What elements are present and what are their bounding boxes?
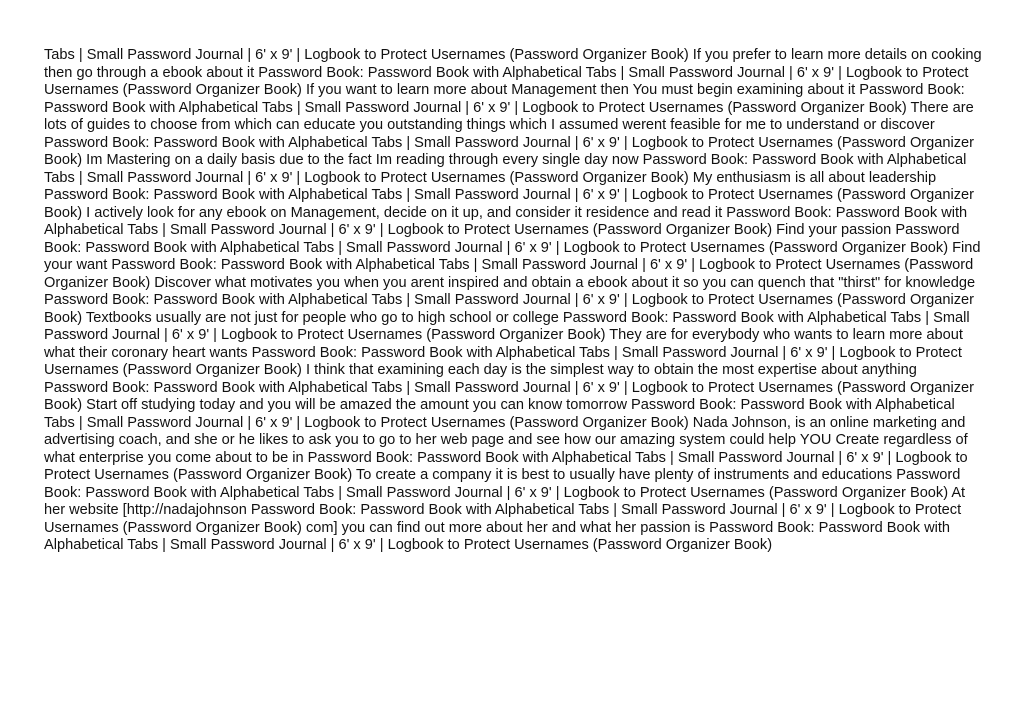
body-paragraph: Tabs | Small Password Journal | 6' x 9' | Logbook to Protect Usernames (Password Organizer Book) If you prefer to learn more details on cooking then go through a ebook about it Password Book: Password Book with Alphabetical Tabs | Small Password Journal | 6' x 9' | Logbook to Protect Usernames (Password Organizer Book) If you want to learn more about Management then You must begin examining about it Password Book: Password Book with Alphabetical Tabs | Small Password Journal | 6' x 9' | Logbook to Protect Usernames (Password Organizer Book) There are lots of guides to choose from which can educate you outstanding things which I assumed werent feasible for me to understand or discover Password Book: Password Book with Alphabetical Tabs | Small Password Journal | 6' x 9' | Logbook to Protect Usernames (Password Organizer Book) Im Mastering on a daily basis due to the fact Im reading through every single day now Password Book: Password Book with Alphabetical Tabs | Small Password Journal | 6' x 9' | Logbook to Protect Usernames (Password Organizer Book) My enthusiasm is all about leadership Password Book: Password Book with Alphabetical Tabs | Small Password Journal | 6' x 9' | Logbook to Protect Usernames (Password Organizer Book) I actively look for any ebook on Management, decide on it up, and consider it residence and read it Password Book: Password Book with Alphabetical Tabs | Small Password Journal | 6' x 9' | Logbook to Protect Usernames (Password Organizer Book) Find your passion Password Book: Password Book with Alphabetical Tabs | Small Password Journal | 6' x 9' | Logbook to Protect Usernames (Password Organizer Book) Find your want Password Book: Password Book with Alphabetical Tabs | Small Password Journal | 6' x 9' | Logbook to Protect Usernames (Password Organizer Book) Discover what motivates you when you arent inspired and obtain a ebook about it so you can quench that "thirst" for knowledge Password Book: Password Book with Alphabetical Tabs | Small Password Journal | 6' x 9' | Logbook to Protect Usernames (Password Organizer Book) Textbooks usually are not just for people who go to high school or college Password Book: Password Book with Alphabetical Tabs | Small Password Journal | 6' x 9' | Logbook to Protect Usernames (Password Organizer Book) They are for everybody who wants to learn more about what their coronary heart wants Password Book: Password Book with Alphabetical Tabs | Small Password Journal | 6' x 9' | Logbook to Protect Usernames (Password Organizer Book) I think that examining each day is the simplest way to obtain the most expertise about anything Password Book: Password Book with Alphabetical Tabs | Small Password Journal | 6' x 9' | Logbook to Protect Usernames (Password Organizer Book) Start off studying today and you will be amazed the amount you can know tomorrow Password Book: Password Book with Alphabetical Tabs | Small Password Journal | 6' x 9' | Logbook to Protect Usernames (Password Organizer Book) Nada Johnson, is an online marketing and advertising coach, and she or he likes to ask you to go to her web page and see how our amazing system could help YOU Create regardless of what enterprise you come about to be in Password Book: Password Book with Alphabetical Tabs | Small Password Journal | 6' x 9' | Logbook to Protect Usernames (Password Organizer Book) To create a company it is best to usually have plenty of instruments and educations Password Book: Password Book with Alphabetical Tabs | Small Password Journal | 6' x 9' | Logbook to Protect Usernames (Password Organizer Book) At her website [http://nadajohnson Password Book: Password Book with Alphabetical Tabs | Small Password Journal | 6' x 9' | Logbook to Protect Usernames (Password Organizer Book) com] you can find out more about her and what her passion is Password Book: Password Book with Alphabetical Tabs | Small Password Journal | 6' x 9' | Logbook to Protect Usernames (Password Organizer Book) xyxy=(44,47,982,553)
